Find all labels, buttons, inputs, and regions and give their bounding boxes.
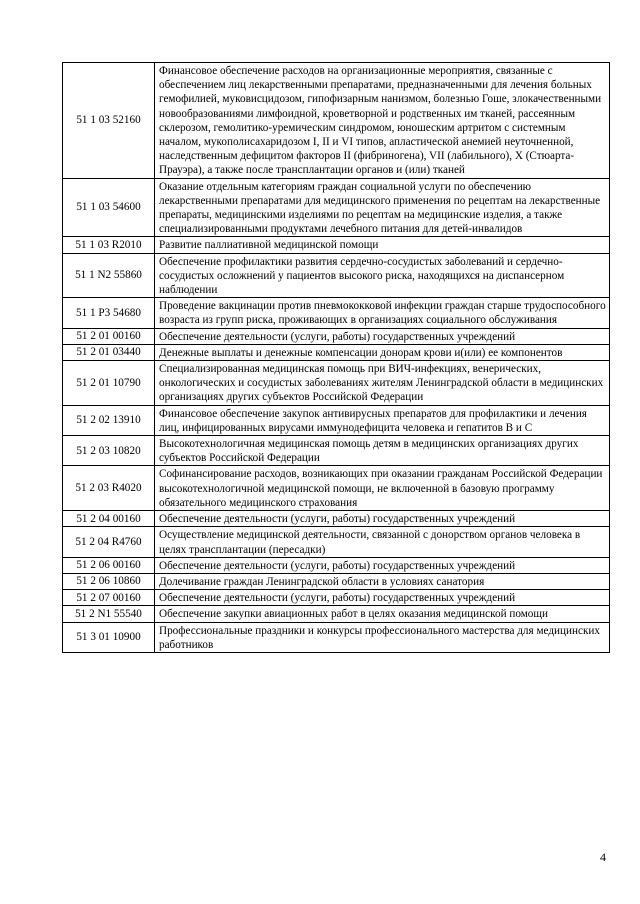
budget-codes-table (62, 62, 610, 653)
description-cell: Обеспечение деятельности (услуги, работы) государственных учреждений (155, 511, 610, 527)
table-row (63, 298, 610, 328)
code-cell: 51 2 01 10790 (63, 361, 155, 406)
table-row (63, 328, 610, 344)
description-cell: Проведение вакцинации против пневмококковой инфекции граждан старше трудоспособного возраста из групп риска, проживающих в организациях социального обслуживания (155, 298, 610, 328)
table-row (63, 178, 610, 237)
table-row (63, 253, 610, 298)
code-cell: 51 2 01 00160 (63, 328, 155, 344)
description-cell: Обеспечение профилактики развития сердечно-сосудистых заболеваний и сердечно-сосудистых осложнений у пациентов высокого риска, находящихся на диспансерном наблюдении (155, 253, 610, 298)
table-row (63, 237, 610, 253)
page-number: 4 (600, 850, 606, 864)
code-cell: 51 2 03 10820 (63, 436, 155, 466)
table-row (63, 573, 610, 589)
description-cell: Денежные выплаты и денежные компенсации донорам крови и(или) ее компонентов (155, 344, 610, 360)
table-row (63, 590, 610, 606)
table-row (63, 557, 610, 573)
code-cell: 51 2 N1 55540 (63, 606, 155, 622)
code-cell: 51 2 02 13910 (63, 405, 155, 435)
code-cell: 51 1 N2 55860 (63, 253, 155, 298)
code-cell: 51 1 03 R2010 (63, 237, 155, 253)
table-row (63, 436, 610, 466)
code-cell: 51 2 06 10860 (63, 573, 155, 589)
description-cell: Долечивание граждан Ленинградской области в условиях санатория (155, 573, 610, 589)
description-cell: Обеспечение закупки авиационных работ в целях оказания медицинской помощи (155, 606, 610, 622)
description-cell: Специализированная медицинская помощь при ВИЧ-инфекциях, венерических, онкологических и сосудистых заболеваниях жителям Ленинградской области в медицинских организациях других субъектов Российской Федерации (155, 361, 610, 406)
description-cell: Осуществление медицинской деятельности, связанной с донорством органов человека в целях трансплантации (пересадки) (155, 527, 610, 557)
table-row (63, 511, 610, 527)
table-row (63, 622, 610, 652)
description-cell: Финансовое обеспечение расходов на организационные мероприятия, связанные с обеспечением лиц лекарственными препаратами, предназначенными для лечения больных гемофилией, муковисцидозом, гипофизарным нанизмом, болезнью Гоше, злокачественными новообразованиями лимфоидной, кроветворной и родственных им тканей, рассеянным склерозом, гемолитико-уремическим синдромом, юношеским артритом с системным началом, мукополисахаридозом I, II и VI типов, апластической анемией неуточненной, наследственным дефицитом факторов II (фибриногена), VII (лабильного), X (Стюарта-Прауэра), а также после трансплантации органов и (или) тканей (155, 63, 610, 179)
description-cell: Обеспечение деятельности (услуги, работы) государственных учреждений (155, 557, 610, 573)
description-cell: Финансовое обеспечение закупок антивирусных препаратов для профилактики и лечения лиц, инфицированных вирусами иммунодефицита человека и гепатитов B и C (155, 405, 610, 435)
code-cell: 51 2 04 00160 (63, 511, 155, 527)
table-row (63, 527, 610, 557)
code-cell: 51 2 07 00160 (63, 590, 155, 606)
table-row (63, 405, 610, 435)
description-cell: Развитие паллиативной медицинской помощи (155, 237, 610, 253)
code-cell: 51 2 06 00160 (63, 557, 155, 573)
table-row (63, 606, 610, 622)
table-row (63, 344, 610, 360)
description-cell: Софинансирование расходов, возникающих при оказании гражданам Российской Федерации высокотехнологичной медицинской помощи, не включенной в базовую программу обязательного медицинского страхования (155, 466, 610, 511)
table-row (63, 466, 610, 511)
table-row (63, 63, 610, 179)
description-cell: Профессиональные праздники и конкурсы профессионального мастерства для медицинских работников (155, 622, 610, 652)
code-cell: 51 2 01 03440 (63, 344, 155, 360)
code-cell: 51 1 03 54600 (63, 178, 155, 237)
description-cell: Оказание отдельным категориям граждан социальной услуги по обеспечению лекарственными препаратами для медицинского применения по рецептам на лекарственные препараты, медицинскими изделиями по рецептам на медицинские изделия, а также специализированными продуктами лечебного питания для детей-инвалидов (155, 178, 610, 237)
code-cell: 51 2 03 R4020 (63, 466, 155, 511)
description-cell: Обеспечение деятельности (услуги, работы) государственных учреждений (155, 328, 610, 344)
description-cell: Обеспечение деятельности (услуги, работы) государственных учреждений (155, 590, 610, 606)
table-row (63, 361, 610, 406)
code-cell: 51 3 01 10900 (63, 622, 155, 652)
description-cell: Высокотехнологичная медицинская помощь детям в медицинских организациях других субъектов Российской Федерации (155, 436, 610, 466)
code-cell: 51 1 P3 54680 (63, 298, 155, 328)
table-body (63, 63, 610, 653)
code-cell: 51 1 03 52160 (63, 63, 155, 179)
code-cell: 51 2 04 R4760 (63, 527, 155, 557)
